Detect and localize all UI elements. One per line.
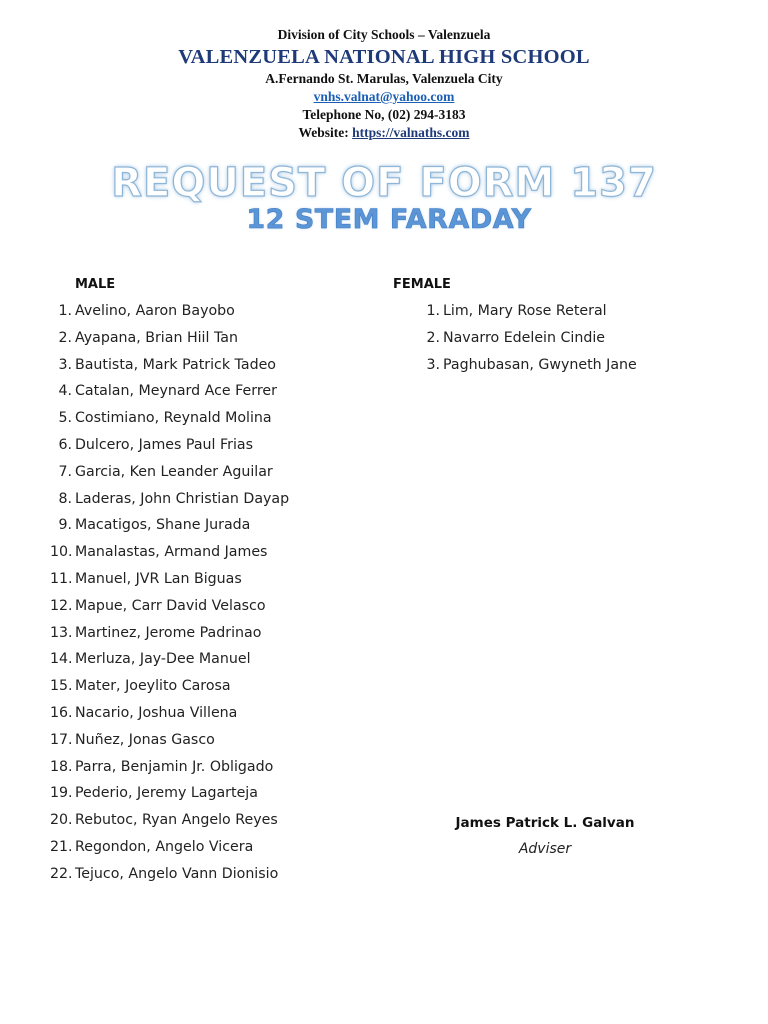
student-name: Avelino, Aaron Bayobo [75,303,235,319]
list-item [50,352,370,379]
male-student-list [50,298,370,888]
adviser-name: James Patrick L. Galvan [455,815,635,831]
list-item [418,352,738,379]
student-name: Bautista, Mark Patrick Tadeo [75,356,276,373]
female-heading: FEMALE [393,277,451,292]
student-number: 21. [50,838,73,855]
student-name: Navarro Edelein Cindie [443,329,606,346]
list-item [50,566,370,593]
section-subtitle: 12 STEM FARADAY [246,204,532,235]
email-link[interactable]: vnhs.valnat@yahoo.com [313,89,455,104]
student-number: 22. [50,865,73,882]
student-number: 13. [50,624,73,641]
student-number: 7. [58,463,72,480]
list-item [50,486,370,513]
website-label: Website: [298,125,353,140]
list-item [50,432,370,459]
student-name: Laderas, John Christian Dayap [75,490,290,507]
division-line: Division of City Schools – Valenzuela [277,27,491,42]
list-item [50,754,370,781]
student-number: 3. [426,356,440,373]
student-number: 18. [50,758,73,775]
student-number: 3. [58,356,72,373]
list-item [50,459,370,486]
list-item [50,325,370,352]
list-item [50,593,370,620]
list-item [50,834,370,861]
student-number: 12. [50,597,73,614]
list-item [418,298,738,325]
list-item [50,298,370,325]
student-name: Catalan, Meynard Ace Ferrer [75,383,277,400]
student-number: 2. [58,329,72,346]
student-name: Manalastas, Armand James [75,544,268,561]
list-item [50,727,370,754]
school-address: A.Fernando St. Marulas, Valenzuela City [265,71,503,86]
student-name: Martinez, Jerome Padrinao [75,624,262,641]
student-name: Nacario, Joshua Villena [75,704,238,721]
letterhead [0,26,768,142]
document-title: REQUEST OF FORM 137 [111,160,657,206]
student-name: Rebutoc, Ryan Angelo Reyes [75,812,278,829]
student-number: 10. [50,544,73,561]
school-name: VALENZUELA NATIONAL HIGH SCHOOL [178,46,590,68]
student-number: 14. [50,651,73,668]
student-number: 19. [50,785,73,802]
student-name: Parra, Benjamin Jr. Obligado [75,758,274,775]
student-name: Nuñez, Jonas Gasco [75,731,215,748]
list-item [50,700,370,727]
list-item [418,325,738,352]
student-number: 16. [50,704,73,721]
student-name: Lim, Mary Rose Reteral [443,303,607,319]
student-name: Regondon, Angelo Vicera [75,838,254,855]
student-name: Garcia, Ken Leander Aguilar [75,463,273,480]
student-number: 5. [58,410,72,427]
list-item [50,539,370,566]
list-item [50,673,370,700]
student-number: 20. [50,812,73,829]
student-number: 9. [58,517,72,534]
student-name: Dulcero, James Paul Frias [75,436,253,453]
student-number: 4. [58,383,72,400]
student-number: 1. [58,303,72,319]
list-item [50,512,370,539]
student-name: Ayapana, Brian Hiil Tan [75,329,238,346]
list-item [50,646,370,673]
male-heading: MALE [75,277,116,292]
student-number: 1. [426,303,440,319]
student-number: 8. [58,490,72,507]
adviser-role: Adviser [518,841,572,857]
student-number: 6. [58,436,72,453]
student-number: 11. [50,570,73,587]
student-name: Pederio, Jeremy Lagarteja [75,785,258,802]
list-item [50,378,370,405]
website-link[interactable]: https://valnaths.com [352,125,470,140]
list-item [50,780,370,807]
student-name: Tejuco, Angelo Vann Dionisio [75,865,279,882]
student-name: Mater, Joeylito Carosa [75,678,231,695]
student-name: Macatigos, Shane Jurada [75,517,251,534]
student-name: Mapue, Carr David Velasco [75,597,266,614]
student-number: 2. [426,329,440,346]
student-name: Merluza, Jay-Dee Manuel [75,651,251,668]
student-number: 15. [50,678,73,695]
list-item [50,620,370,647]
student-name: Costimiano, Reynald Molina [75,410,272,427]
student-number: 17. [50,731,73,748]
list-item [50,861,370,888]
female-student-list [418,298,738,378]
website-line [0,124,768,142]
student-name: Paghubasan, Gwyneth Jane [443,356,637,373]
list-item [50,807,370,834]
list-item [50,405,370,432]
telephone-line: Telephone No, (02) 294-3183 [302,107,466,122]
student-name: Manuel, JVR Lan Biguas [75,570,242,587]
